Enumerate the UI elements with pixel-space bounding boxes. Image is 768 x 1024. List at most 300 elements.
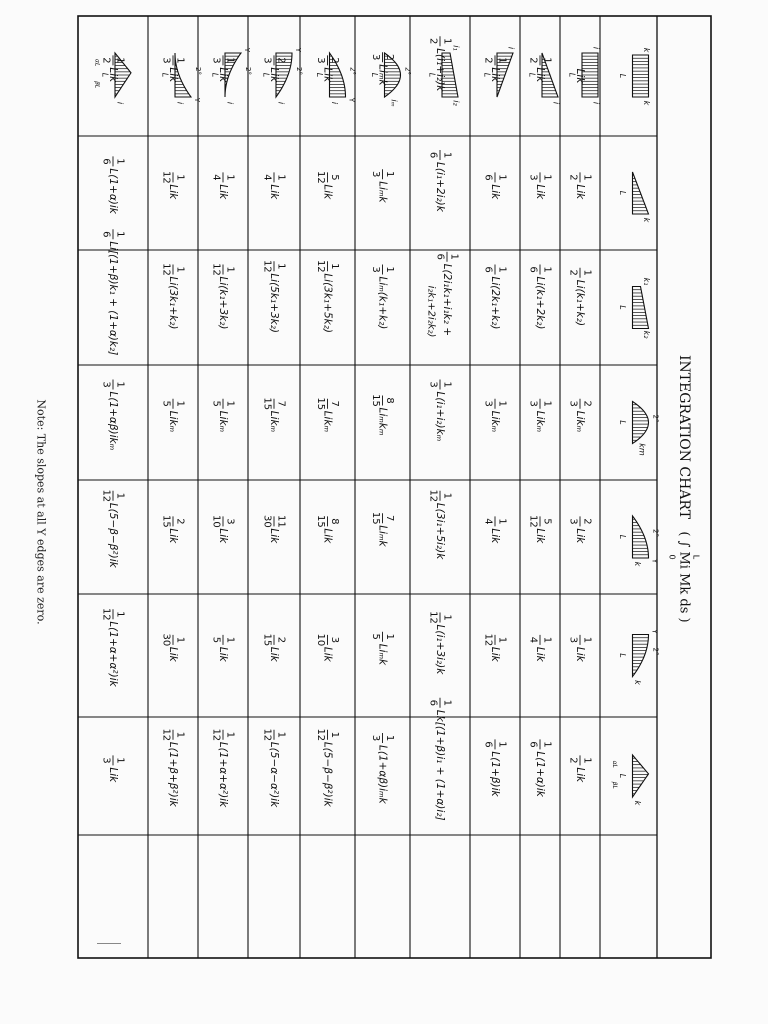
cell-i-tri-k-parab-y-end-expression: Lik — [534, 528, 546, 544]
cell-i-parab-y-start-k-tri-general-expression: L(5−α−α²)ik — [268, 741, 280, 808]
cell-i-tri-k-parab-y-start-expression: Lik — [534, 646, 546, 662]
column-header-k-rect — [618, 48, 651, 106]
cell-im-parab-k-tri-general-denominator: 3 — [370, 734, 381, 742]
cell-i-parab-y-end-k-rect-expression: Lik — [321, 67, 334, 83]
column-header-k1k2-trap-label-left: k₁ — [642, 277, 651, 286]
note-text: Note: The slopes at all Y edges are zero. — [34, 399, 48, 625]
cell-i-tri-k-parab-y-start — [528, 635, 553, 663]
cell-i-rect-km-parabola-denominator: 3 — [567, 400, 579, 407]
row-header-im-parab-label-L: L — [370, 72, 379, 78]
row-header-i-parab-y-start-2-label-Y: Y — [243, 47, 251, 53]
row-header-i-parab-y-start-label-degree: 2° — [295, 67, 303, 75]
cell-i-tri-rev-k-tri-expression: Lik — [489, 184, 501, 200]
cell-i-parab-y-start-2-k-parab-y-start-expression: Lik — [217, 646, 229, 662]
cell-i-parab-y-start-2-km-parabola-numerator: 1 — [224, 400, 236, 407]
cell-i-tri-k-tri-general-expression: L(1+α)ik — [534, 751, 546, 797]
row-header-i-tri-label-right: i — [551, 101, 561, 105]
cell-im-parab-k1k2-trap-numerator: 1 — [384, 266, 395, 273]
cell-i-tri-k-parab-y-end-denominator: 12 — [527, 515, 539, 528]
cell-i-parab-y-end-2-k-rect-denominator: 3 — [160, 57, 172, 64]
column-header-k-parab-y-end-label-L: L — [618, 534, 627, 540]
cell-i-parab-y-start-k-parab-y-start-denominator: 15 — [261, 633, 273, 647]
cell-i-parab-y-start-2-km-parabola-denominator: 5 — [210, 400, 222, 407]
row-header-i-parab-y-start-2-label-value: i — [225, 101, 235, 105]
cell-i-parab-y-start-k-parab-y-end-numerator: 11 — [275, 515, 287, 528]
column-header-km-parabola-label-degree: 2° — [651, 414, 660, 423]
cell-i-rect-k-parab-y-end-expression: Lik — [574, 528, 586, 544]
cell-i1i2-trap-k1k2-trap-l1-denominator: 6 — [434, 253, 446, 260]
cell-i-tri-general-km-parabola-numerator: 1 — [114, 381, 126, 388]
row-header-i-parab-y-end-label-Y: Y — [347, 97, 356, 103]
cell-i-tri-k-tri-general-numerator: 1 — [541, 741, 553, 748]
cell-i-parab-y-end-2-k-tri-general-expression: L(1+β+β²)ik — [167, 741, 179, 807]
chart-title-limit-upper: L — [691, 554, 701, 560]
column-header-k-parab-y-end-label-degree: 2° — [651, 529, 660, 537]
cell-i-tri-k-rect-expression: Lik — [534, 67, 546, 83]
column-header-k1k2-trap-label-right: k₂ — [642, 330, 651, 339]
row-header-i-tri-rev-label-L: L — [482, 72, 492, 78]
cell-i-rect-k-rect-expression: Lik — [574, 68, 586, 84]
cell-i-parab-y-end-k-tri-general — [315, 728, 340, 807]
cell-i1i2-trap-km-parabola-numerator: 1 — [441, 381, 453, 388]
cell-i1i2-trap-k-tri — [428, 150, 453, 213]
chart-title-limit-lower: 0 — [667, 554, 677, 560]
cell-i-parab-y-end-k-tri-denominator: 12 — [315, 171, 326, 184]
cell-i-parab-y-start-km-parabola-denominator: 15 — [261, 397, 273, 411]
cell-i-parab-y-start-2-k-parab-y-end-numerator: 3 — [224, 518, 236, 525]
cell-i-parab-y-end-2-k-tri-numerator: 1 — [174, 174, 186, 181]
cell-i-parab-y-start-k1k2-trap-numerator: 1 — [275, 263, 287, 270]
column-header-k-tri-general-label-L: L — [618, 773, 627, 779]
cell-i-tri-rev-k-tri — [483, 172, 508, 200]
cell-i-rect-k-parab-y-end-denominator: 3 — [567, 518, 579, 525]
cell-i-parab-y-start-k-rect — [262, 55, 287, 83]
cell-i-tri-k-rect — [528, 55, 553, 83]
cell-i1i2-trap-k-tri-general-expression: Lk[(1+β)i₁ + (1+α)i₂] — [434, 709, 446, 821]
cell-i-rect-k-tri-numerator: 1 — [581, 174, 593, 181]
cell-im-parab-k-tri — [370, 169, 395, 203]
cell-i1i2-trap-k-parab-y-start — [428, 611, 453, 675]
cell-i-tri-rev-k-parab-y-end-denominator: 4 — [482, 518, 494, 525]
cell-i-parab-y-start-2-k1k2-trap-denominator: 12 — [210, 263, 222, 276]
cell-i-tri-general-k-rect-denominator: 2 — [100, 57, 112, 64]
cell-i-parab-y-end-2-k1k2-trap-denominator: 12 — [160, 263, 172, 276]
cell-i-tri-km-parabola-numerator: 1 — [541, 400, 553, 407]
chart-title-text: INTEGRATION CHART — [676, 354, 692, 520]
cell-i-parab-y-start-k-tri-general — [262, 728, 287, 808]
row-header-i-parab-y-start-2-label-L: L — [210, 72, 220, 78]
cell-i-rect-k1k2-trap-numerator: 1 — [581, 269, 593, 276]
cell-i-tri-k1k2-trap-expression: Li(k₁+2k₂) — [534, 276, 546, 330]
column-header-k-rect-label-L: L — [618, 73, 627, 79]
cell-i-parab-y-end-2-k-parab-y-start — [161, 634, 186, 663]
row-header-i-tri-general-label-L: L — [100, 72, 110, 78]
chart-title-formula: ( ∫ Mi Mk ds ) — [676, 531, 692, 623]
cell-i-parab-y-end-k1k2-trap-numerator: 1 — [329, 263, 340, 270]
cell-i-parab-y-start-km-parabola — [262, 397, 287, 432]
cell-i-tri-rev-km-parabola-expression: Likₘ — [489, 410, 501, 433]
cell-i-parab-y-start-2-k-tri-general-numerator: 1 — [224, 731, 236, 738]
cell-i-parab-y-start-2-k1k2-trap — [211, 263, 236, 329]
cell-i-tri-general-k-parab-y-start — [101, 608, 126, 688]
cell-im-parab-k-parab-y-end-expression: Liₘk — [376, 525, 389, 547]
cell-i-parab-y-start-k-rect-expression: Lik — [268, 67, 280, 83]
cell-i-parab-y-start-2-km-parabola-expression: Likₘ — [217, 410, 229, 433]
cell-i-parab-y-end-2-k-rect-expression: Lik — [167, 67, 179, 83]
cell-i-parab-y-start-2-k-tri-numerator: 1 — [224, 174, 236, 181]
footer-mark — [97, 943, 121, 944]
cell-im-parab-k-tri-general-numerator: 1 — [384, 734, 395, 742]
cell-i-tri-rev-k-tri-general-numerator: 1 — [496, 741, 508, 748]
cell-i1i2-trap-km-parabola-expression: L(i₁+i₂)kₘ — [434, 391, 446, 442]
cell-i-rect-km-parabola-numerator: 2 — [581, 400, 593, 407]
cell-i-parab-y-end-2-k1k2-trap — [161, 263, 186, 329]
row-header-i-rect-label-left: i — [591, 46, 601, 50]
cell-i-tri-k-tri-expression: Lik — [534, 184, 546, 200]
column-header-k-tri-general — [611, 755, 649, 806]
cell-i-tri-general-k-tri-general-expression: Lik — [107, 767, 119, 783]
cell-i-parab-y-end-k-tri — [315, 171, 340, 200]
cell-i1i2-trap-k-tri-general-numerator: 1 — [441, 699, 453, 706]
cell-i-parab-y-end-2-km-parabola-denominator: 5 — [160, 400, 172, 407]
cell-i-tri-k-tri-numerator: 1 — [541, 174, 553, 181]
cell-i-tri-rev-km-parabola — [483, 399, 508, 433]
cell-i-tri-rev-k-parab-y-end — [483, 516, 508, 544]
cell-i-tri-general-k1k2-trap — [101, 229, 126, 355]
cell-i-rect-k-tri-general — [568, 755, 593, 783]
cell-i-tri-rev-k-rect-numerator: 1 — [496, 57, 508, 64]
cell-i-tri-k-parab-y-start-denominator: 4 — [527, 636, 539, 644]
cell-i1i2-trap-k-parab-y-start-numerator: 1 — [441, 614, 453, 621]
cell-i-rect-k-parab-y-start — [568, 635, 593, 663]
cell-i1i2-trap-km-parabola-denominator: 3 — [427, 381, 439, 388]
cell-i-tri-general-k-tri-expression: L(1+α)ik — [107, 168, 119, 214]
cell-i-parab-y-end-2-k-parab-y-end-numerator: 2 — [174, 518, 186, 525]
row-header-i-tri-general-label-alphaL: αL — [93, 59, 101, 67]
cell-i-parab-y-start-k-tri-numerator: 1 — [275, 174, 287, 181]
cell-i-parab-y-start-2-k-parab-y-start-denominator: 5 — [210, 636, 222, 644]
cell-i-parab-y-end-k-parab-y-start-denominator: 10 — [315, 633, 326, 647]
row-header-im-parab — [370, 53, 412, 107]
cell-i-parab-y-start-2-k1k2-trap-numerator: 1 — [224, 266, 236, 273]
cell-i-parab-y-start-2-km-parabola — [211, 399, 236, 433]
column-header-k-parab-y-end-label-value: k — [632, 561, 642, 567]
cell-i-tri-rev-k-parab-y-start-numerator: 1 — [496, 636, 508, 644]
column-header-k-tri-label-L: L — [618, 190, 627, 196]
cell-i-parab-y-start-2-k-rect-numerator: 1 — [224, 57, 236, 64]
cell-i-rect-k1k2-trap-denominator: 2 — [567, 269, 579, 276]
cell-i-tri-k-tri-general — [528, 739, 553, 797]
cell-i1i2-trap-k-tri-expression: L(i₁+2i₂)k — [434, 162, 446, 212]
cell-i-parab-y-end-km-parabola-denominator: 15 — [315, 397, 326, 411]
row-header-i-tri-label-L: L — [527, 72, 537, 78]
cell-i1i2-trap-k1k2-trap-l1-expression: L(2i₁k₁+i₁k₂ + — [441, 263, 453, 337]
column-header-k-tri-general-label-value: k — [632, 800, 642, 806]
cell-i-tri-k1k2-trap-denominator: 6 — [527, 266, 539, 273]
cell-im-parab-k-tri-general-expression: L(1+αβ)iₘk — [376, 745, 389, 804]
cell-i1i2-trap-k-parab-y-end — [428, 489, 453, 560]
cell-i-tri-rev-k-tri-numerator: 1 — [496, 174, 508, 181]
cell-i-parab-y-start-2-k-rect-denominator: 3 — [210, 57, 222, 64]
cell-i-parab-y-end-km-parabola — [315, 397, 340, 432]
row-header-i-parab-y-start-2 — [211, 47, 253, 105]
cell-i1i2-trap-k1k2-trap-line2: i₂k₁+2i₂k₂) — [425, 285, 437, 338]
cell-i-tri-rev-k-parab-y-start-expression: Lik — [489, 646, 501, 662]
cell-i-parab-y-start-2-k-tri-expression: Lik — [217, 184, 229, 200]
cell-i-parab-y-start-km-parabola-numerator: 7 — [275, 400, 287, 407]
cell-i1i2-trap-k-tri-general — [428, 698, 453, 821]
cell-i-parab-y-end-2-k-parab-y-start-numerator: 1 — [174, 636, 186, 644]
cell-i-rect-k-tri — [568, 172, 593, 200]
column-header-km-parabola — [618, 402, 660, 456]
row-header-i-rect-label-L: L — [567, 72, 577, 78]
cell-i-rect-k-tri-general-numerator: 1 — [581, 757, 593, 764]
cell-i-parab-y-end-2-k-rect — [161, 55, 186, 83]
cell-i1i2-trap-k-tri-general-denominator: 6 — [427, 699, 439, 706]
cell-i-tri-general-k-parab-y-start-denominator: 12 — [100, 607, 112, 621]
column-header-k-tri-general-label-alphaL: αL — [611, 760, 618, 768]
cell-i-parab-y-end-k-parab-y-end-numerator: 8 — [329, 518, 340, 525]
cell-i-rect-k-tri-expression: Lik — [574, 184, 586, 200]
cell-i-parab-y-end-k-parab-y-end-denominator: 15 — [315, 515, 326, 528]
row-header-i1i2-trap-label-right: i₂ — [451, 100, 461, 106]
cell-i-parab-y-end-k-parab-y-start-expression: Lik — [321, 646, 334, 662]
cell-i-tri-rev-k1k2-trap-numerator: 1 — [496, 266, 508, 273]
cell-i1i2-trap-k-rect-expression: L(i₁+i₂)k — [434, 48, 446, 92]
cell-i-parab-y-start-k-parab-y-end-expression: Lik — [268, 528, 280, 544]
cell-i-parab-y-end-k-parab-y-start — [315, 634, 340, 663]
cell-i-parab-y-end-k-tri-expression: Lik — [321, 184, 334, 200]
cell-i-parab-y-start-k-parab-y-end — [262, 515, 287, 544]
cell-i-tri-rev-km-parabola-denominator: 3 — [482, 400, 494, 407]
cell-im-parab-km-parabola-numerator: 8 — [384, 397, 395, 404]
cell-im-parab-k-parab-y-end — [370, 512, 395, 548]
cell-i-parab-y-end-k-tri-general-denominator: 12 — [315, 728, 326, 742]
row-header-i-parab-y-end-label-value: i — [329, 101, 339, 105]
cell-i-tri-general-km-parabola-expression: L(1+αβ)ikₘ — [107, 391, 119, 451]
cell-i-tri-general-k-tri-general — [101, 755, 126, 783]
column-header-k1k2-trap — [618, 278, 651, 340]
cell-i1i2-trap-k-parab-y-end-denominator: 12 — [427, 489, 439, 503]
cell-i-rect-k1k2-trap-expression: Li(k₁+k₂) — [574, 279, 586, 327]
row-header-im-parab-label-degree: 2° — [403, 67, 412, 75]
cell-i-parab-y-start-k-tri-expression: Lik — [268, 184, 280, 200]
cell-im-parab-k1k2-trap-denominator: 3 — [370, 266, 381, 273]
cell-i-rect-km-parabola-expression: Likₘ — [574, 410, 586, 433]
cell-i1i2-trap-k1k2-trap-line1 — [435, 252, 460, 336]
cell-i-tri-general-k-parab-y-start-numerator: 1 — [114, 611, 126, 618]
cell-i-tri-k1k2-trap — [528, 265, 553, 330]
cell-im-parab-k-rect-denominator: 3 — [370, 54, 381, 61]
column-header-km-parabola-label-mid: km — [637, 443, 647, 456]
cell-im-parab-k-tri-denominator: 3 — [370, 171, 381, 178]
cell-i-tri-general-k-tri-denominator: 6 — [100, 158, 112, 165]
cell-i-parab-y-end-2-km-parabola — [161, 399, 186, 433]
cell-i-parab-y-end-km-parabola-numerator: 7 — [329, 400, 340, 407]
cell-i-tri-rev-k-parab-y-start — [483, 634, 508, 663]
cell-i-rect-k-tri-general-denominator: 2 — [567, 757, 579, 764]
column-header-k-parab-y-start-label-L: L — [618, 653, 627, 658]
column-header-k-tri-general-label-betaL: βL — [611, 781, 618, 789]
row-header-i-parab-y-start — [262, 47, 304, 105]
cell-i-parab-y-end-k1k2-trap-expression: Li(3k₁+5k₂) — [321, 273, 334, 334]
cell-im-parab-k1k2-trap-expression: Liₘ(k₁+k₂) — [376, 276, 389, 330]
cell-i-tri-k-parab-y-end-numerator: 5 — [541, 518, 553, 525]
cell-im-parab-k-tri-general — [370, 733, 395, 805]
cell-im-parab-k-parab-y-start-expression: Liₘk — [376, 643, 389, 666]
cell-i-parab-y-end-k-tri-numerator: 5 — [329, 174, 340, 181]
cell-i-parab-y-end-k1k2-trap-denominator: 12 — [315, 259, 326, 273]
cell-i-tri-km-parabola-denominator: 3 — [527, 400, 539, 407]
cell-i-tri-k1k2-trap-numerator: 1 — [541, 266, 553, 273]
table-border — [78, 16, 711, 958]
cell-i-rect-km-parabola — [568, 399, 593, 433]
cell-i-tri-general-km-parabola — [101, 380, 126, 451]
cell-i-rect-k-tri-general-expression: Lik — [574, 767, 586, 783]
cell-i-tri-rev-k-tri-denominator: 6 — [482, 174, 494, 181]
cell-i-parab-y-start-2-k-parab-y-end-expression: Lik — [217, 528, 229, 544]
cell-i-tri-rev-k-parab-y-start-denominator: 12 — [482, 633, 494, 647]
cell-i-rect-k-parab-y-start-denominator: 3 — [567, 636, 579, 644]
cell-i-tri-k-parab-y-end — [528, 515, 553, 544]
cell-i-parab-y-start-k-parab-y-start — [262, 634, 287, 663]
row-header-i-tri-general-label-betaL: βL — [93, 81, 101, 89]
cell-i-tri-general-k-parab-y-end-numerator: 1 — [114, 492, 126, 499]
cell-i-tri-general-k-rect-expression: Lik — [107, 67, 119, 83]
row-header-i-parab-y-end-2-label-degree: 2° — [194, 67, 202, 75]
cell-i-parab-y-start-2-k-rect-expression: Lik — [217, 67, 229, 83]
cell-i-tri-general-km-parabola-denominator: 3 — [100, 381, 112, 388]
cell-i-parab-y-start-k-tri-denominator: 4 — [261, 174, 273, 181]
cell-i-parab-y-end-k-rect-numerator: 2 — [329, 57, 340, 64]
row-header-i-parab-y-start-label-L: L — [261, 72, 271, 78]
cell-i-parab-y-end-k-parab-y-end — [315, 515, 340, 544]
row-header-im-parab-label-mid: iₘ — [389, 99, 399, 107]
cell-i-parab-y-start-km-parabola-expression: Likₘ — [268, 410, 280, 433]
cell-im-parab-k-rect-numerator: 2 — [384, 54, 395, 61]
cell-i-parab-y-end-2-k-rect-numerator: 1 — [174, 57, 186, 64]
cell-im-parab-k-parab-y-start — [370, 632, 395, 666]
cell-i-parab-y-start-k-tri — [262, 172, 287, 200]
column-header-k-rect-label-right: k — [642, 100, 651, 106]
cell-i-parab-y-end-2-k-tri — [161, 171, 186, 200]
cell-i1i2-trap-k1k2-trap — [426, 252, 460, 338]
cell-i-tri-rev-k-parab-y-end-numerator: 1 — [496, 518, 508, 525]
cell-i-parab-y-start-k-rect-denominator: 3 — [261, 57, 273, 64]
cell-i-parab-y-end-2-km-parabola-expression: Likₘ — [167, 410, 179, 433]
column-header-k-tri — [618, 172, 651, 223]
cell-i-tri-general-k-parab-y-end-denominator: 12 — [100, 489, 112, 503]
cell-im-parab-k-parab-y-end-numerator: 7 — [384, 515, 395, 522]
cell-im-parab-km-parabola — [370, 394, 395, 436]
cell-i-tri-general-k-rect-numerator: 1 — [114, 57, 126, 64]
cell-i-parab-y-start-2-k1k2-trap-expression: Li(k₁+3k₂) — [217, 276, 229, 330]
cell-i-parab-y-start-k-parab-y-start-numerator: 2 — [275, 636, 287, 644]
row-header-i-parab-y-end-label-degree: 2° — [348, 67, 357, 75]
column-header-k-parab-y-start — [618, 628, 660, 685]
column-header-k-parab-y-end — [618, 516, 660, 567]
cell-i1i2-trap-k-tri-numerator: 1 — [441, 151, 453, 159]
cell-i-parab-y-end-2-k-parab-y-end — [161, 515, 186, 544]
cell-i-parab-y-end-k-tri-general-numerator: 1 — [329, 731, 340, 738]
cell-i-parab-y-end-k-rect — [315, 55, 340, 83]
row-header-i1i2-trap-label-L: L — [427, 72, 437, 78]
cell-i-parab-y-start-k-tri-general-numerator: 1 — [275, 731, 287, 738]
cell-im-parab-km-parabola-denominator: 15 — [370, 394, 381, 407]
row-header-i-tri-rev-label-left: i — [506, 46, 516, 50]
cell-i-tri-rev-k-tri-general-denominator: 6 — [482, 741, 494, 748]
cell-i-tri-general-k1k2-trap-numerator: 1 — [114, 231, 126, 238]
cell-im-parab-k-tri-numerator: 1 — [384, 171, 395, 178]
cell-i-parab-y-end-2-k-tri-general — [161, 728, 186, 807]
column-header-k1k2-trap-label-L: L — [618, 305, 627, 310]
cell-i-tri-rev-k-rect-expression: Lik — [489, 67, 501, 83]
cell-i-tri-general-k-rect — [101, 55, 126, 83]
row-header-i-parab-y-start-label-value: i — [276, 101, 286, 105]
cell-i-parab-y-start-2-k-parab-y-start-numerator: 1 — [224, 636, 236, 644]
cell-i1i2-trap-k-rect — [428, 36, 453, 92]
cell-i-tri-rev-k-tri-general-expression: L(1+β)ik — [489, 751, 501, 797]
cell-i-parab-y-end-2-k-tri-general-numerator: 1 — [174, 731, 186, 738]
cell-im-parab-k-parab-y-start-numerator: 1 — [384, 633, 395, 640]
row-header-i-parab-y-end-2-label-L: L — [160, 72, 170, 78]
cell-i-parab-y-start-2-k-tri-general — [211, 728, 236, 808]
cell-i-rect-k-parab-y-start-expression: Lik — [574, 646, 586, 662]
cell-i-parab-y-end-2-k1k2-trap-numerator: 1 — [174, 266, 186, 273]
cell-i-tri-k-tri-denominator: 3 — [527, 174, 539, 181]
column-header-k-parab-y-start-label-Y: Y — [650, 629, 659, 634]
cell-i-tri-general-k-parab-y-end — [101, 489, 126, 568]
cell-i-tri-km-parabola-expression: Likₘ — [534, 410, 546, 433]
cell-im-parab-k-parab-y-end-denominator: 15 — [370, 511, 381, 525]
column-header-k-rect-label-left: k — [642, 47, 651, 53]
column-header-k-parab-y-start-label-degree: 2° — [651, 647, 660, 656]
cell-i-tri-general-k1k2-trap-expression: Li[(1+β)k₁ + (1+α)k₂] — [107, 241, 119, 356]
cell-i-rect-k1k2-trap — [568, 268, 593, 326]
cell-i-parab-y-end-k-tri-general-expression: L(5−β−β²)ik — [321, 741, 334, 807]
cell-i-tri-rev-k1k2-trap-denominator: 6 — [482, 266, 494, 273]
row-header-i-parab-y-end-2-label-value: i — [175, 101, 185, 105]
cell-i1i2-trap-km-parabola — [428, 380, 453, 442]
cell-i1i2-trap-k-rect-numerator: 1 — [441, 38, 453, 45]
cell-i-tri-k-rect-denominator: 2 — [527, 57, 539, 64]
cell-i-parab-y-start-k-tri-general-denominator: 12 — [261, 728, 273, 742]
cell-i-rect-k-parab-y-end-numerator: 2 — [581, 518, 593, 525]
cell-i-parab-y-end-km-parabola-expression: Likₘ — [321, 410, 334, 433]
cell-i-tri-rev-k1k2-trap-expression: Li(2k₁+k₂) — [489, 276, 501, 330]
row-header-i-parab-y-end-label-L: L — [315, 72, 324, 78]
cell-i1i2-trap-k-tri-denominator: 6 — [427, 151, 439, 159]
cell-i-tri-general-k-parab-y-end-expression: L(5−β−β²)ik — [107, 502, 119, 568]
cell-i-parab-y-start-k1k2-trap — [262, 260, 287, 333]
row-header-i-parab-y-start-label-Y: Y — [294, 47, 302, 53]
row-header-i1i2-trap-label-left: i₁ — [451, 45, 461, 51]
cell-i-tri-general-k-tri-general-denominator: 3 — [100, 757, 112, 764]
cell-im-parab-km-parabola-expression: Liₘkₘ — [376, 407, 389, 436]
cell-i-tri-rev-k1k2-trap — [483, 265, 508, 330]
cell-i-tri-general-k-tri-general-numerator: 1 — [114, 757, 126, 764]
cell-i-parab-y-end-2-k-tri-general-denominator: 12 — [160, 728, 172, 742]
cell-i-tri-km-parabola — [528, 399, 553, 433]
row-header-i-rect-label-right: i — [591, 101, 601, 105]
row-header-i-tri-general-label-value: i — [115, 101, 125, 105]
cell-i-parab-y-end-2-k-parab-y-end-denominator: 15 — [160, 515, 172, 528]
cell-i-parab-y-start-2-k-parab-y-start — [211, 635, 236, 663]
cell-i-tri-general-k-parab-y-start-expression: L(1+α+α²)ik — [107, 621, 119, 687]
cell-i-tri-rev-k-rect-denominator: 2 — [482, 57, 494, 64]
cell-i-tri-rev-km-parabola-numerator: 1 — [496, 400, 508, 407]
cell-im-parab-k-rect-expression: Liₘk — [376, 64, 389, 86]
